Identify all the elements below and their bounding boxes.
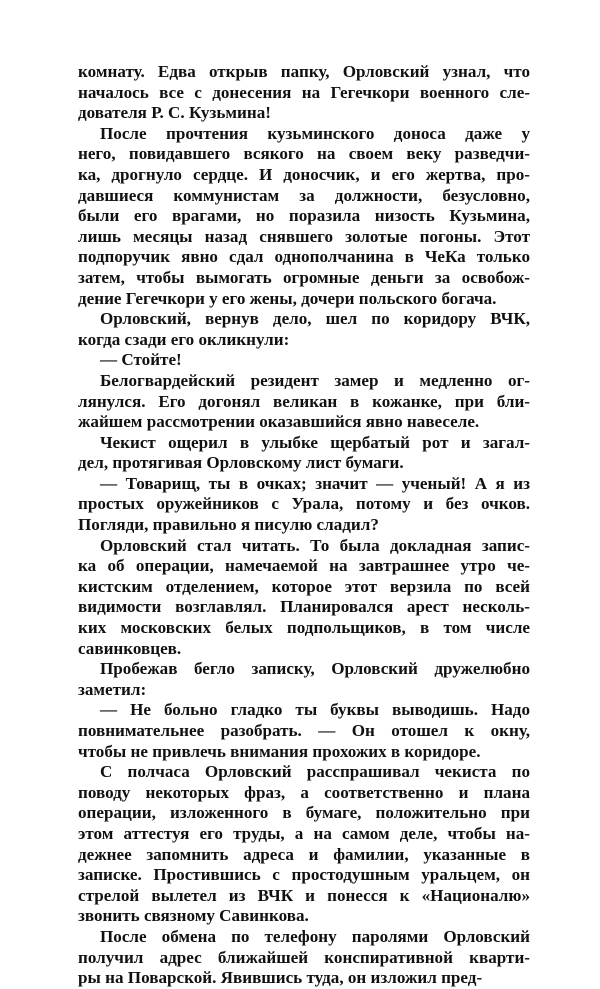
text-line: савинковцев. [78,638,182,658]
text-line: жайшем рассмотрении оказавшийся явно навеселе. [78,412,480,432]
paragraph [78,700,530,762]
text-line: видимости возглавлял. Планировался арест несколь- [78,597,530,617]
text-line: дел, протягивая Орловскому лист бумаги. [78,453,404,473]
paragraph [78,927,530,989]
paragraph [78,124,530,309]
text-line: получил адрес ближайшей конспиративной кварти- [78,947,530,967]
text-line: комнату. Едва открыв папку, Орловский узнал, что [78,62,530,81]
text-line: операции, изложенного в бумаге, положительно при [78,803,530,823]
text-line: затем, чтобы вымогать огромные деньги за освобож- [78,267,530,287]
paragraph [78,62,530,124]
text-line: Орловский стал читать. То была докладная запис- [100,535,530,555]
text-line: — Не больно гладко ты буквы выводишь. Надо [100,700,530,720]
text-line: Погляди, правильно я писулю сладил? [78,515,379,535]
text-line: После обмена по телефону паролями Орловский [100,926,530,946]
paragraph [78,371,530,433]
text-line: началось все с донесения на Гегечкори военного сле- [78,82,530,102]
text-line: дение Гегечкори у его жены, дочери польского богача. [78,288,497,308]
text-line: лянулся. Его догонял великан в кожанке, при бли- [78,391,530,411]
text-line: Белогвардейский резидент замер и медленно ог- [100,370,530,390]
text-line: С полчаса Орловский расспрашивал чекиста по [100,762,530,782]
text-line: простых оружейников с Урала, потому и без очков. [78,494,530,514]
text-line: — Товарищ, ты в очках; значит — ученый! А я из [100,473,530,493]
book-page [78,62,530,989]
text-line: Пробежав бегло записку, Орловский дружелюбно [100,659,530,679]
text-line: звонить связному Савинкова. [78,906,309,926]
text-line: Орловский, вернув дело, шел по коридору ВЧК, [100,309,530,329]
text-line: дежнее запомнить адреса и фамилии, указанные в [78,844,530,864]
text-line: стрелой вылетел из ВЧК и понесся к «Националю» [78,885,530,905]
text-line: лишь месяцы назад снявшего золотые погоны. Этот [78,226,530,246]
paragraph [78,762,530,927]
text-line: Чекист ощерил в улыбке щербатый рот и загал- [100,432,530,452]
paragraph [78,474,530,536]
paragraph [78,536,530,660]
text-line: — Стойте! [100,350,182,370]
text-line: повнимательнее разобрать. — Он отошел к окну, [78,721,530,740]
text-line: чтобы не привлечь внимания прохожих в коридоре. [78,741,481,761]
text-line: кистским отделением, которое этот верзила по всей [78,576,530,596]
text-line: После прочтения кузьминского доноса даже у [100,123,530,143]
text-line: него, повидавшего всякого на своем веку разведчи- [78,144,530,164]
paragraph [78,350,530,371]
text-line: записке. Простившись с простодушным уральцем, он [78,865,530,885]
text-line: дователя Р. С. Кузьмина! [78,103,271,123]
text-line: подпоручик явно сдал однополчанина в ЧеКа только [78,247,530,267]
text-line: давшиеся коммунистам за должности, безусловно, [78,185,530,205]
text-line: ка, дрогнуло сердце. И доносчик, и его жертва, про- [78,164,530,184]
text-line: ры на Поварской. Явившись туда, он изложил пред- [78,968,483,988]
text-line: заметил: [78,679,147,699]
text-line: этом аттестуя его труды, а на самом деле, чтобы на- [78,823,530,843]
text-line: ка об операции, намечаемой на завтрашнее утро че- [78,556,530,576]
text-line: поводу некоторых фраз, а соответственно и плана [78,782,530,802]
paragraph [78,433,530,474]
paragraph [78,309,530,350]
text-line: ких московских белых подпольщиков, в том числе [78,618,530,638]
paragraph [78,659,530,700]
text-line: когда сзади его окликнули: [78,329,290,349]
text-line: были его врагами, но поразила низость Кузьмина, [78,206,530,226]
